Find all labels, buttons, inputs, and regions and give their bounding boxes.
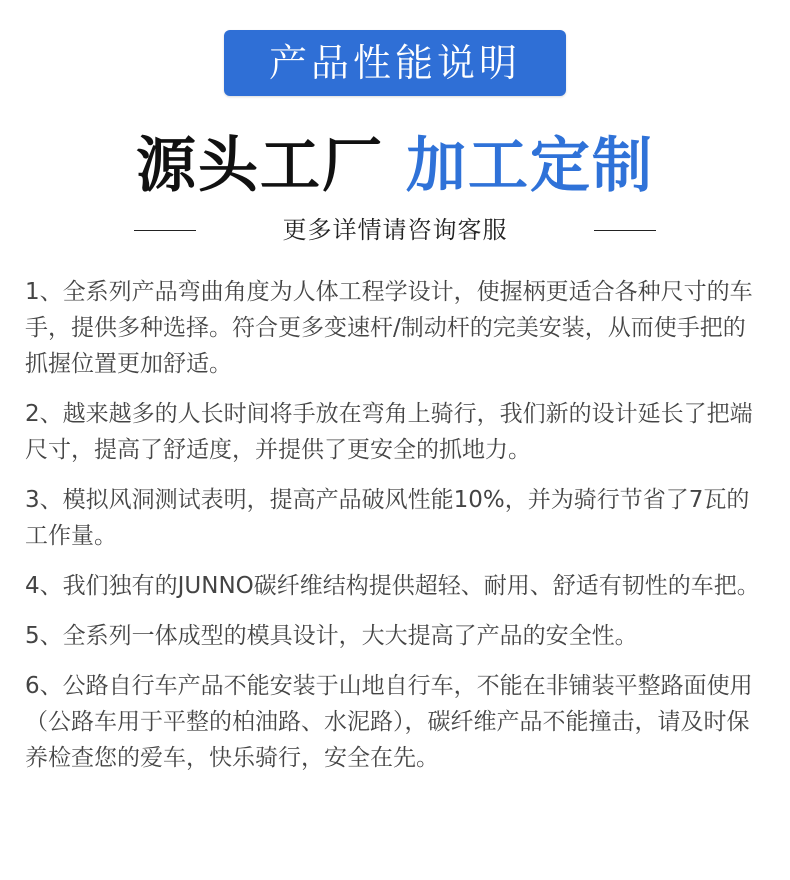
feature-item-4: 4、我们独有的JUNNO碳纤维结构提供超轻、耐用、舒适有韧性的车把。 (25, 573, 760, 599)
feature-item-6: 6、公路自行车产品不能安装于山地自行车，不能在非铺装平整路面使用（公路车用于平整的柏油路、水泥路），碳纤维产品不能撞击，请及时保养检查您的爱车，快乐骑行，安全在先。 (25, 673, 753, 771)
subline-text: 更多详情请咨询客服 (282, 216, 508, 244)
divider-right (594, 230, 656, 231)
headline-custom: 加工定制 (406, 131, 654, 201)
feature-item-5: 5、全系列一体成型的模具设计，大大提高了产品的安全性。 (25, 623, 638, 649)
feature-item-1: 1、全系列产品弯曲角度为人体工程学设计，使握柄更适合各种尺寸的车手，提供多种选择。符合更多变速杆/制动杆的完美安装，从而使手把的抓握位置更加舒适。 (25, 279, 753, 377)
feature-item-2: 2、越来越多的人长时间将手放在弯角上骑行，我们新的设计延长了把端尺寸，提高了舒适度，并提供了更安全的抓地力。 (25, 401, 753, 463)
headline-factory: 源头工厂 (136, 131, 384, 201)
section-title-badge: 产品性能说明 (224, 30, 566, 96)
subline (0, 212, 790, 248)
feature-item-3: 3、模拟风洞测试表明，提高产品破风性能10%，并为骑行节省了7瓦的工作量。 (25, 487, 750, 549)
feature-list (25, 274, 767, 790)
headline (0, 130, 790, 202)
